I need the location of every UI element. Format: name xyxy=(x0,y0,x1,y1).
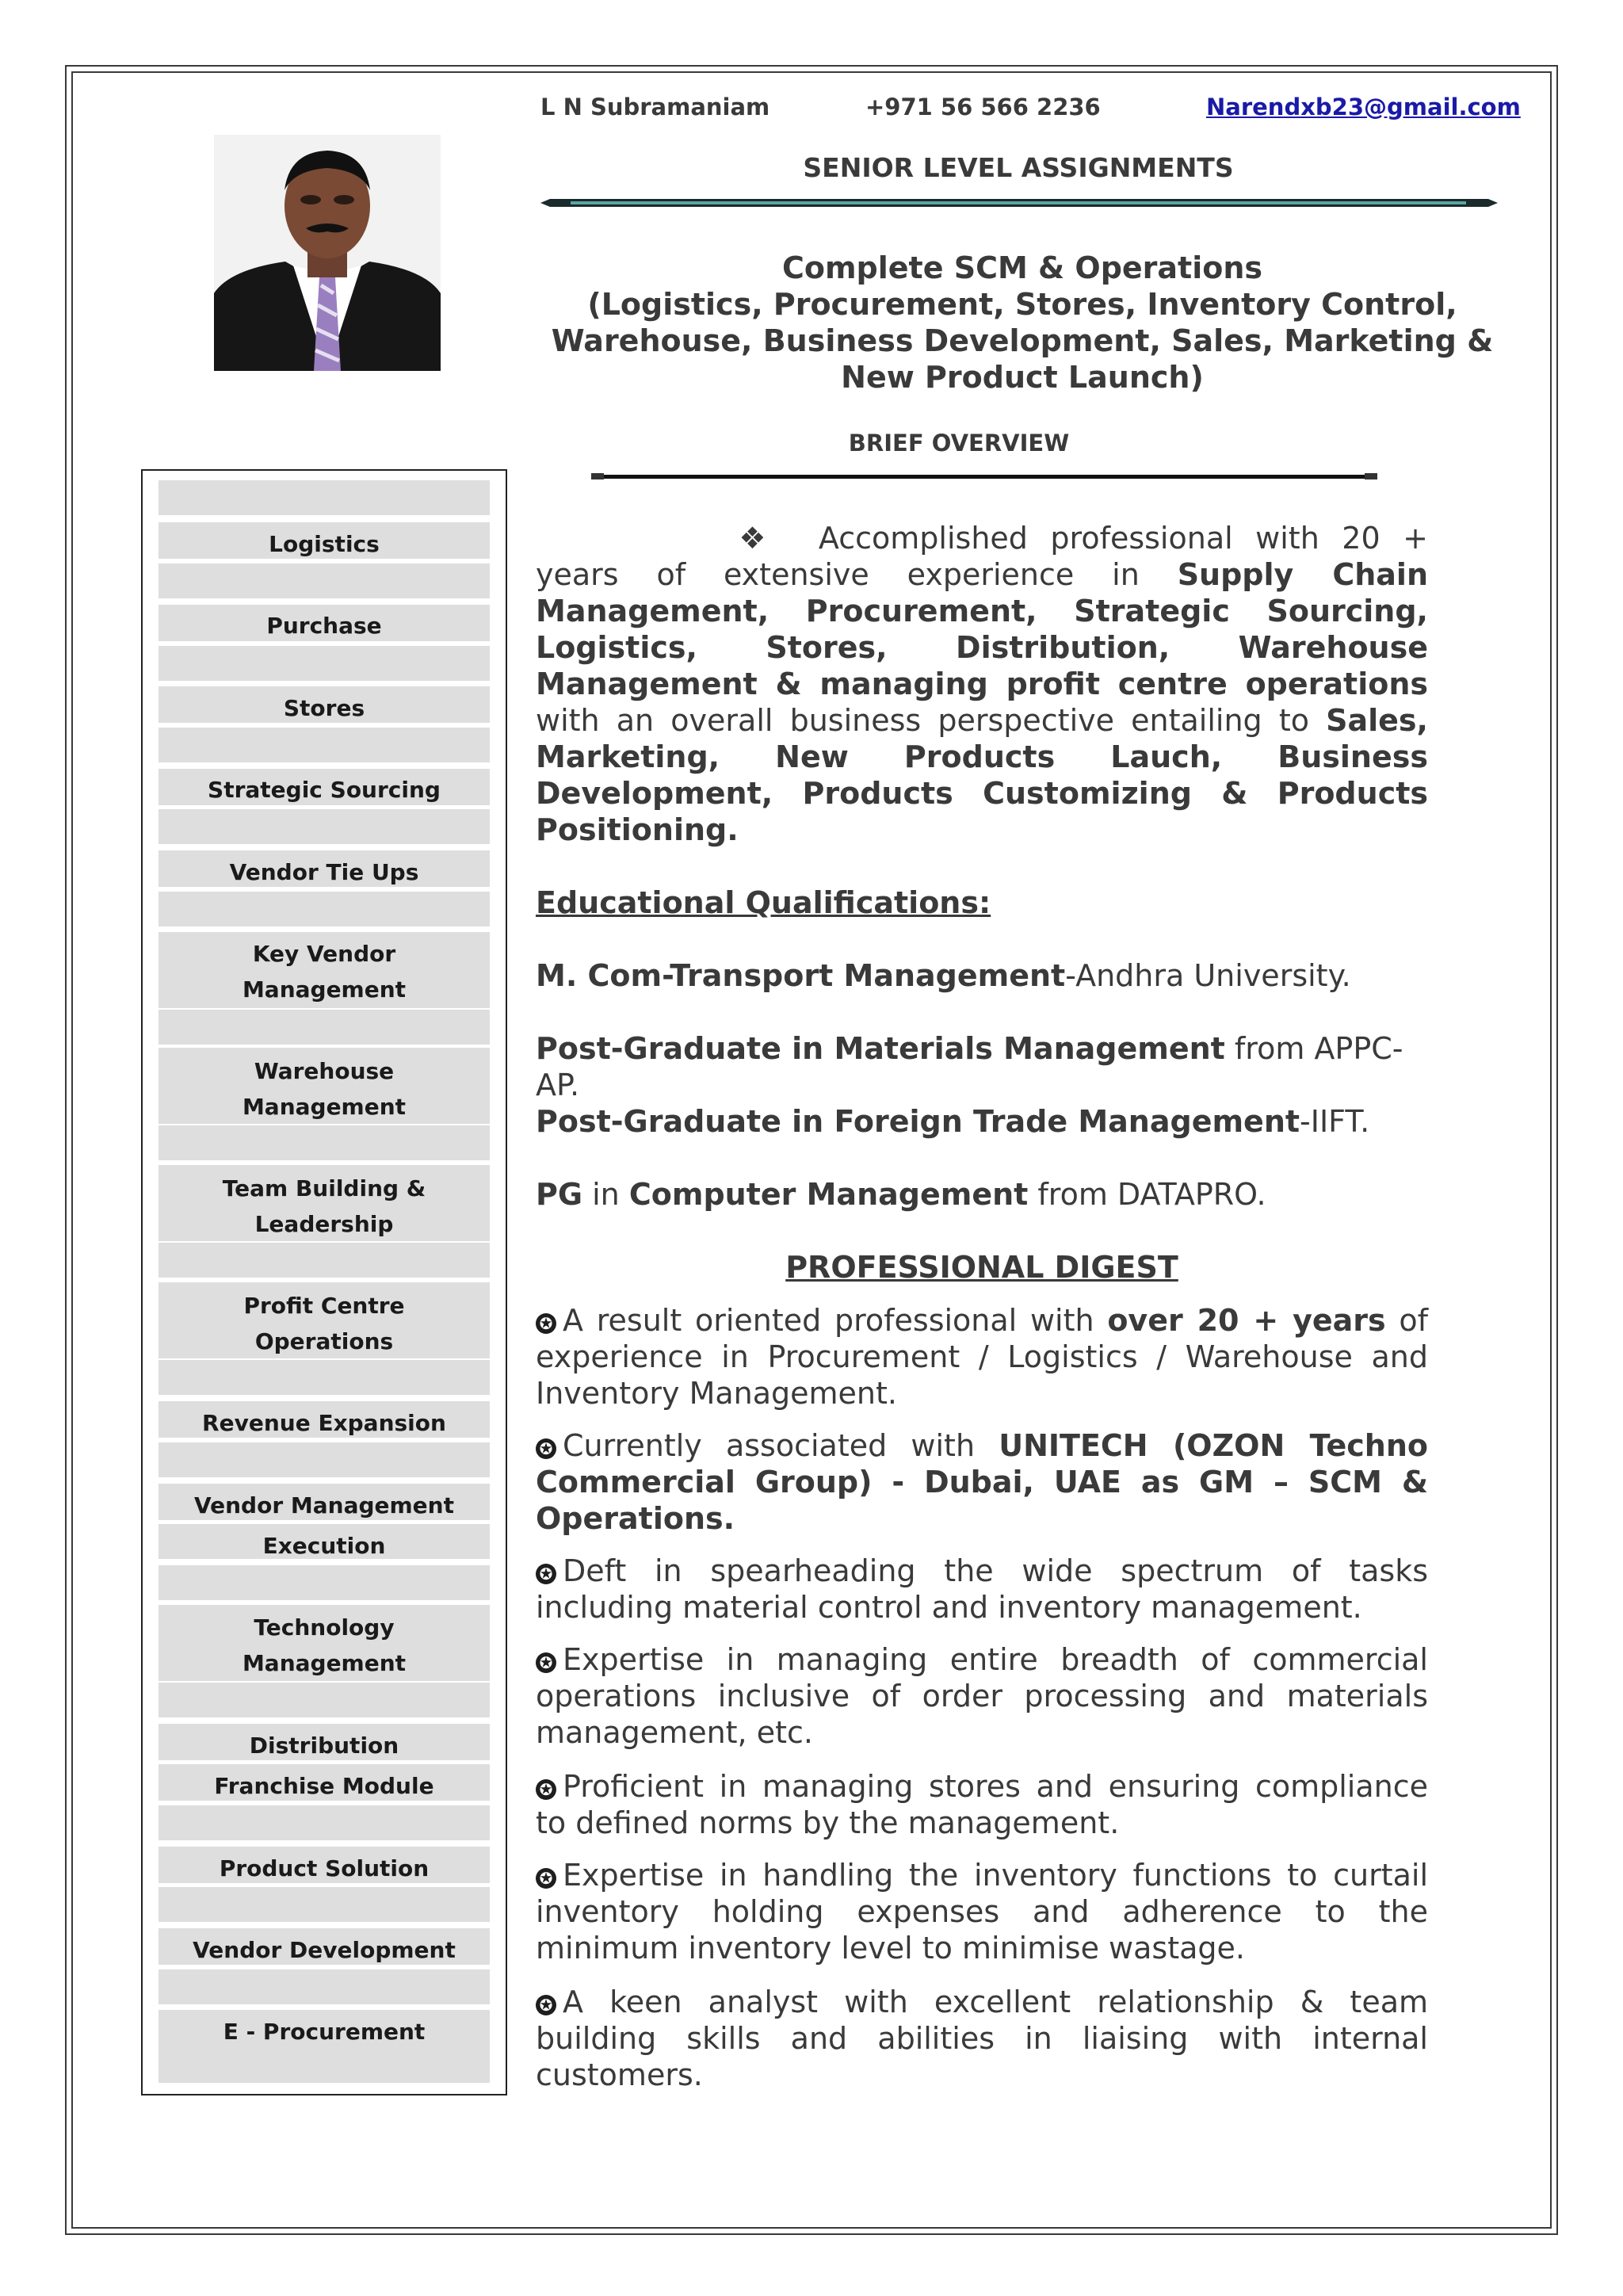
skill-stores: Stores xyxy=(283,695,365,721)
sidebar-strip xyxy=(158,1805,490,1840)
overview-paragraph: ❖ Accomplished professional with 20 + years of extensive experience in Supply Chain Management, Procurement, Strategic Sourcing, Logistics, Stores, Distribution, Warehouse Management & managing profit centre operations with an overall business perspective entailing to Sales, Marketing, New Products Lauch, Business Development, Products Customizing & Products Positioning. xyxy=(536,521,1429,847)
star-bullet-icon: ✪ xyxy=(536,1868,556,1889)
candidate-name: L N Subramaniam xyxy=(540,94,770,120)
skill-vendor-management: Vendor Management xyxy=(193,1492,454,1519)
star-bullet-icon: ✪ xyxy=(536,1438,556,1459)
digest-point-3: ✪ Deft in spearheading the wide spectrum of tasks including material control and inventory management. xyxy=(536,1553,1428,1625)
sidebar-strip xyxy=(158,1442,490,1477)
skill-warehouse-management: Management xyxy=(242,1094,407,1120)
qualification-1: M. Com-Transport Management-Andhra University. xyxy=(536,958,1351,993)
digest-title: PROFESSIONAL DIGEST xyxy=(785,1250,1178,1285)
skill-e-procurement: E - Procurement xyxy=(223,2019,426,2045)
star-bullet-icon: ✪ xyxy=(536,1313,556,1334)
skill-strategic-sourcing: Strategic Sourcing xyxy=(208,777,441,803)
education-title: Educational Qualifications: xyxy=(536,885,991,920)
qualification-4: PG in Computer Management from DATAPRO. xyxy=(536,1177,1266,1212)
skill-execution: Execution xyxy=(262,1533,386,1559)
sidebar-strip xyxy=(158,1683,490,1717)
email-link[interactable]: Narendxb23@gmail.com xyxy=(1206,94,1521,120)
sidebar-strip xyxy=(158,892,490,926)
skill-technology-management: Management xyxy=(242,1650,407,1676)
skill-product-solution: Product Solution xyxy=(219,1855,430,1881)
skill-leadership: Leadership xyxy=(254,1211,394,1237)
headline-line-1: Complete SCM & Operations xyxy=(781,250,1263,285)
star-bullet-icon: ✪ xyxy=(536,1652,556,1673)
sidebar-strip xyxy=(158,1243,490,1278)
digest-point-6: ✪ Expertise in handling the inventory functions to curtail inventory holding expenses and adherence to the minimum inventory level to minimise wastage. xyxy=(536,1858,1428,1966)
digest-point-7: ✪ A keen analyst with excellent relationship & team building skills and abilities in liaising with internal customers. xyxy=(536,1985,1428,2092)
headline-line-4: New Product Launch) xyxy=(841,360,1204,395)
skill-key-vendor-management: Management xyxy=(242,976,407,1003)
qualification-3: Post-Graduate in Foreign Trade Management-IIFT. xyxy=(536,1104,1370,1139)
headline xyxy=(547,250,1498,395)
digest-point-1: ✪ A result oriented professional with over 20 + years of experience in Procurement / Logistics / Warehouse and Inventory Management. xyxy=(536,1303,1428,1411)
star-bullet-icon: ✪ xyxy=(536,1995,556,2015)
skill-revenue-expansion: Revenue Expansion xyxy=(202,1410,446,1436)
skill-key-vendor: Key Vendor xyxy=(252,941,396,967)
sidebar-strip xyxy=(158,646,490,681)
sidebar-strip xyxy=(158,809,490,844)
sidebar-strip xyxy=(158,563,490,598)
diamond-bullet-icon: ❖ xyxy=(726,521,779,556)
headline-line-2: (Logistics, Procurement, Stores, Inventory Control, xyxy=(587,287,1457,322)
skill-distribution: Distribution xyxy=(249,1733,399,1759)
profile-photo xyxy=(214,135,441,371)
section-title: SENIOR LEVEL ASSIGNMENTS xyxy=(803,152,1234,183)
sidebar-strip xyxy=(158,1565,490,1600)
sidebar-strip xyxy=(158,1010,490,1045)
skill-operations: Operations xyxy=(254,1328,394,1354)
skill-warehouse: Warehouse xyxy=(254,1058,395,1084)
skill-purchase: Purchase xyxy=(266,613,382,639)
phone-number: +971 56 566 2236 xyxy=(865,94,1101,120)
skill-franchise-module: Franchise Module xyxy=(214,1773,434,1799)
title-divider xyxy=(539,197,1499,209)
digest-point-4: ✪ Expertise in managing entire breadth of commercial operations inclusive of order processing and materials management, etc. xyxy=(536,1642,1428,1750)
skill-profit-centre: Profit Centre xyxy=(243,1293,405,1319)
star-bullet-icon: ✪ xyxy=(536,1779,556,1800)
sidebar-strip xyxy=(158,480,490,515)
skill-vendor-development: Vendor Development xyxy=(193,1937,456,1963)
overview-divider xyxy=(591,472,1377,481)
skill-logistics: Logistics xyxy=(269,531,380,557)
qualification-2: Post-Graduate in Materials Management from APPC-AP. xyxy=(536,1031,1403,1102)
skill-team-building: Team Building & xyxy=(222,1175,426,1201)
skill-vendor-tie-ups: Vendor Tie Ups xyxy=(229,859,419,885)
overview-title: BRIEF OVERVIEW xyxy=(848,430,1070,457)
sidebar-strip xyxy=(158,1969,490,2004)
sidebar-strip xyxy=(158,728,490,762)
sidebar-strip xyxy=(158,1125,490,1160)
digest-point-5: ✪ Proficient in managing stores and ensuring compliance to defined norms by the management. xyxy=(536,1769,1428,1840)
star-bullet-icon: ✪ xyxy=(536,1564,556,1584)
digest-point-2: ✪ Currently associated with UNITECH (OZON Techno Commercial Group) - Dubai, UAE as GM – SCM & Operations. xyxy=(536,1428,1428,1536)
headline-line-3: Warehouse, Business Development, Sales, Marketing & xyxy=(551,323,1494,358)
sidebar-strip xyxy=(158,1360,490,1395)
skill-technology: Technology xyxy=(254,1614,395,1641)
sidebar-strip xyxy=(158,1887,490,1922)
